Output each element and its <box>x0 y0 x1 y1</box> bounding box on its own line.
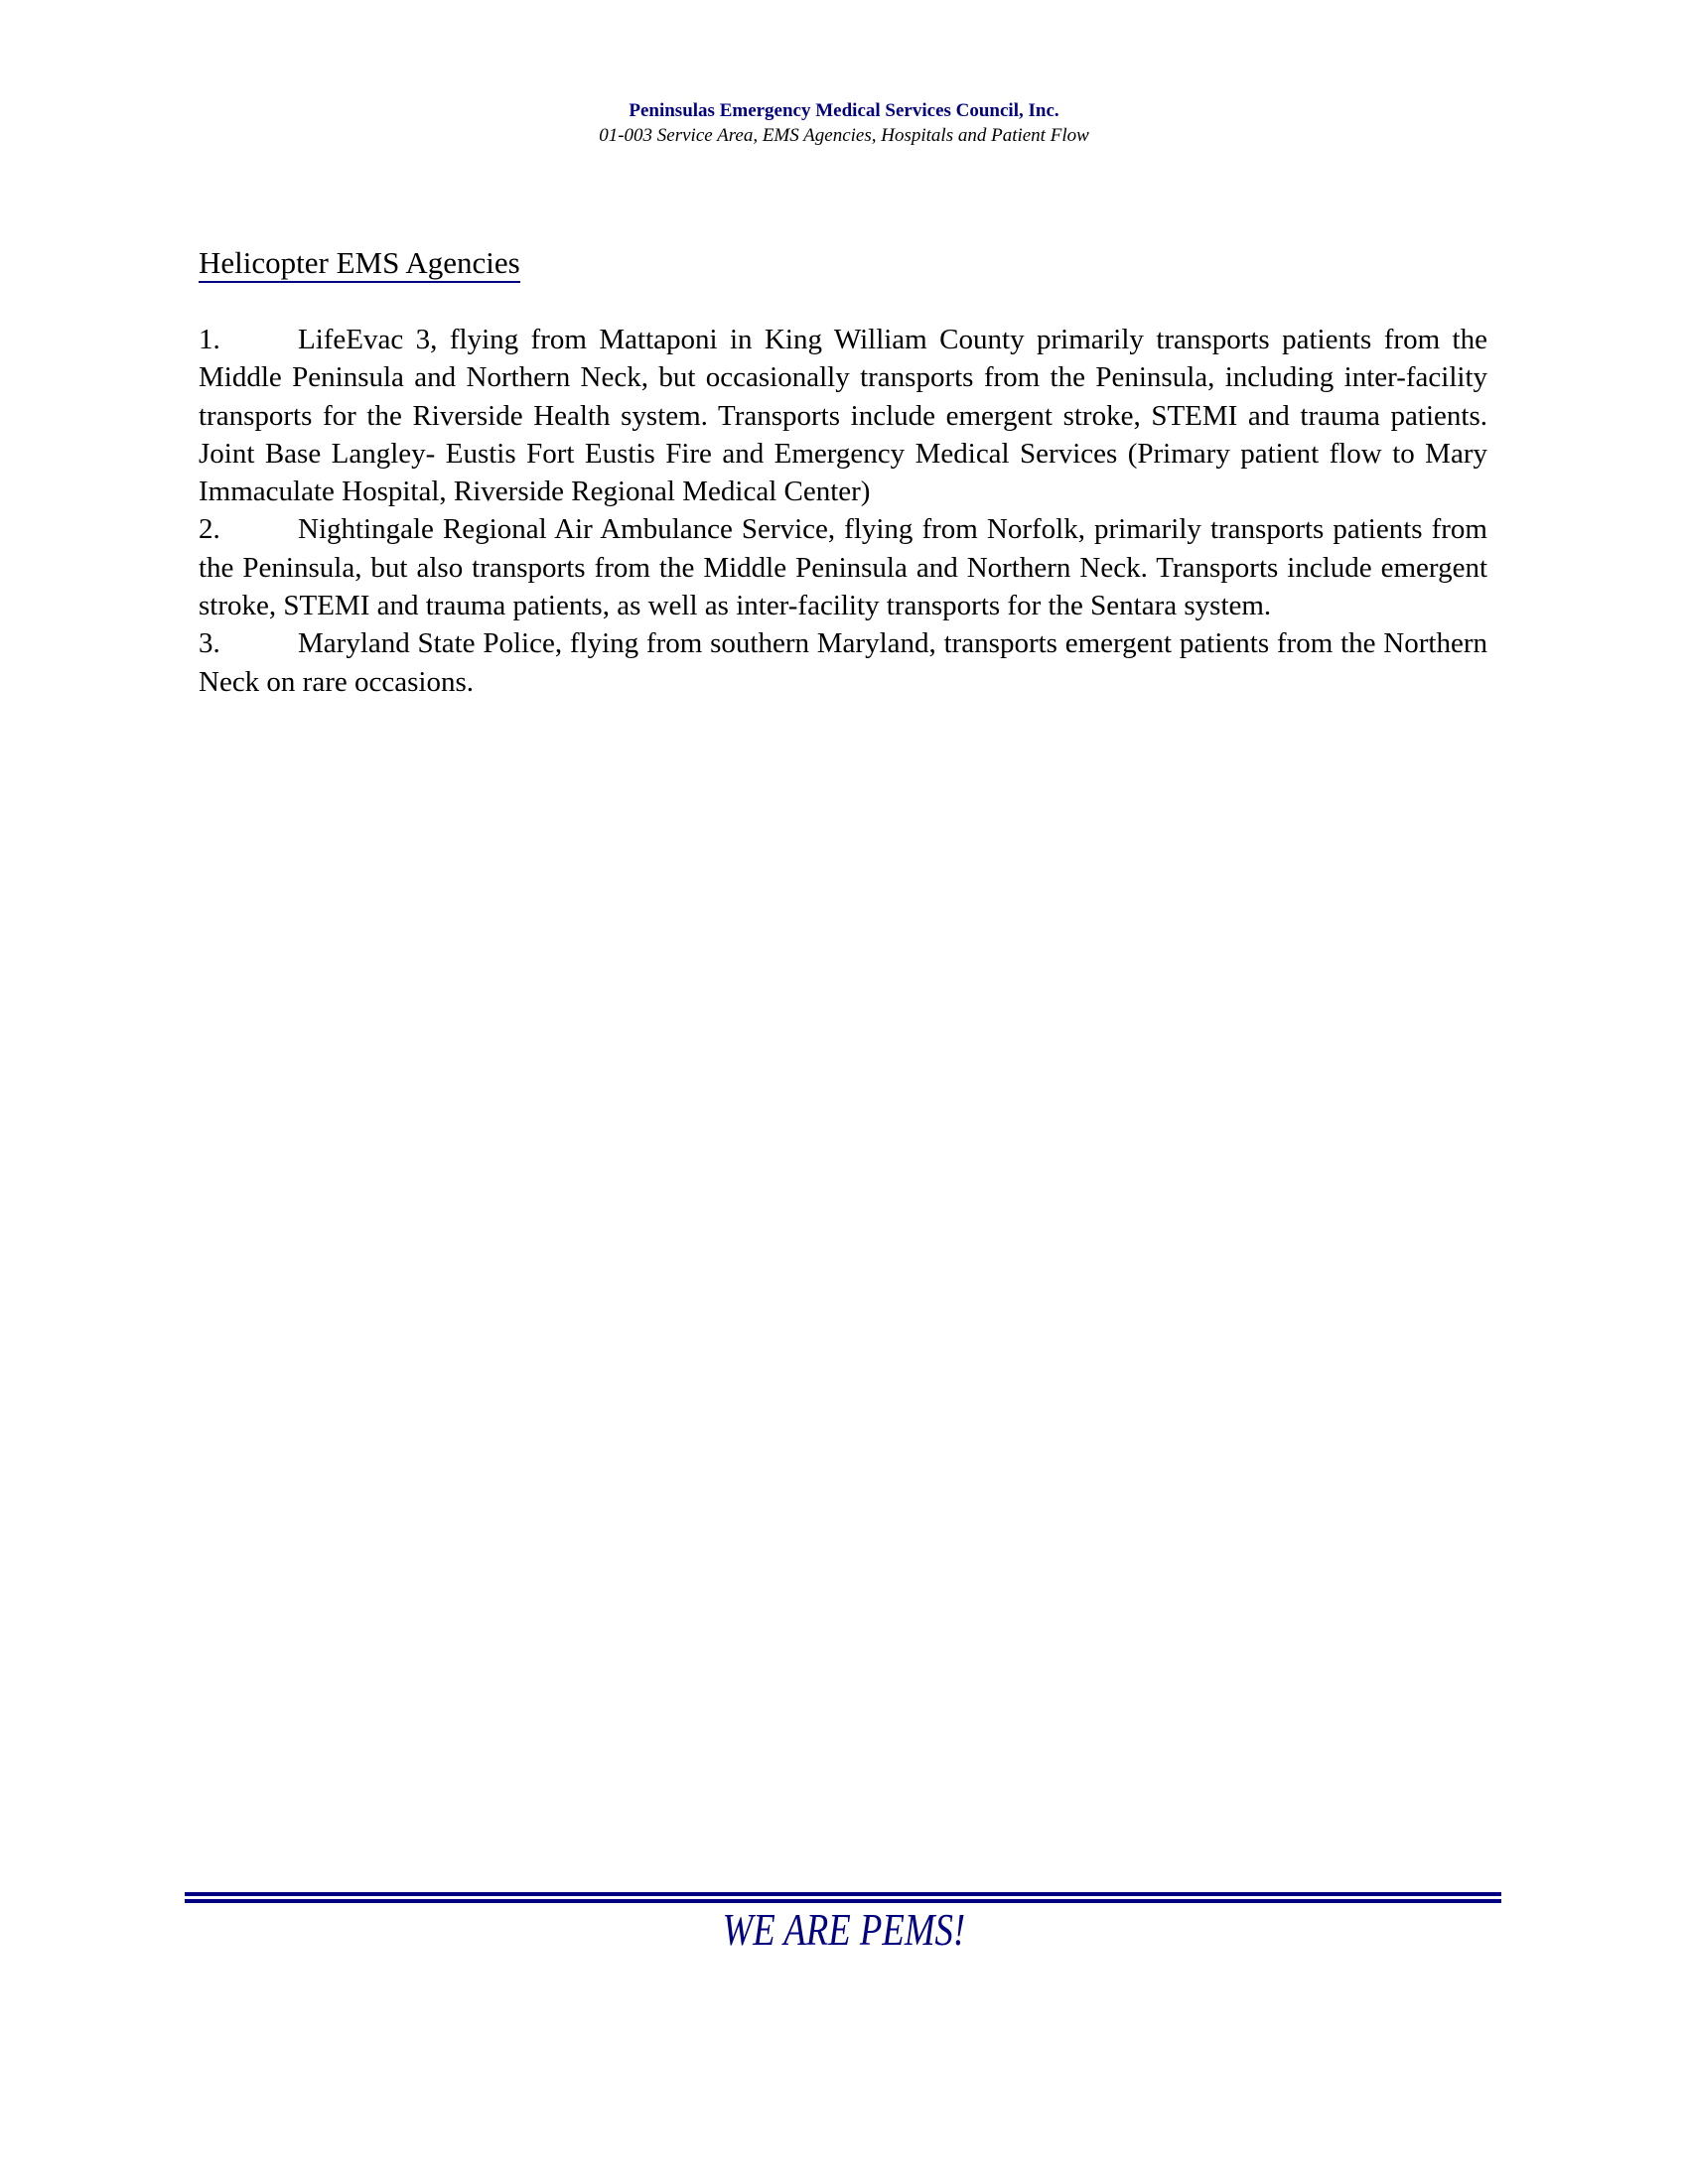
list-item-text: LifeEvac 3, flying from Mattaponi in King William County primarily transports patients from the Middle Peninsula and Northern Neck, but occasionally transports from the Peninsula, including inter-facility transports for the Riverside Health system. Transports include emergent stroke, STEMI and trauma patients. Joint Base Langley- Eustis Fort Eustis Fire and Emergency Medical Services (Primary patient flow to Mary Immaculate Hospital, Riverside Regional Medical Center) <box>199 324 1487 508</box>
footer-divider-bottom <box>185 1899 1501 1903</box>
page-footer <box>0 1904 1688 1956</box>
list-item <box>199 510 1487 624</box>
list-item-number: 2. <box>199 513 220 546</box>
list-item-number: 3. <box>199 627 220 660</box>
footer-motto: WE ARE PEMS! <box>722 1904 966 1955</box>
section-heading: Helicopter EMS Agencies <box>199 244 520 283</box>
agency-list <box>199 321 1487 701</box>
organization-name: Peninsulas Emergency Medical Services Council, Inc. <box>629 100 1059 121</box>
document-title: 01-003 Service Area, EMS Agencies, Hospitals and Patient Flow <box>599 125 1089 146</box>
page-header <box>0 99 1688 149</box>
list-item-text: Maryland State Police, flying from southern Maryland, transports emergent patients from the Northern Neck on rare occasions. <box>199 627 1487 698</box>
list-item-text: Nightingale Regional Air Ambulance Service, flying from Norfolk, primarily transports patients from the Peninsula, but also transports from the Middle Peninsula and Northern Neck. Transports include emergent stroke, STEMI and trauma patients, as well as inter-facility transports for the Sentara system. <box>199 513 1487 622</box>
list-item <box>199 624 1487 701</box>
footer-divider-top <box>185 1892 1501 1896</box>
list-item <box>199 321 1487 510</box>
list-item-number: 1. <box>199 324 220 355</box>
document-body <box>199 244 1487 701</box>
